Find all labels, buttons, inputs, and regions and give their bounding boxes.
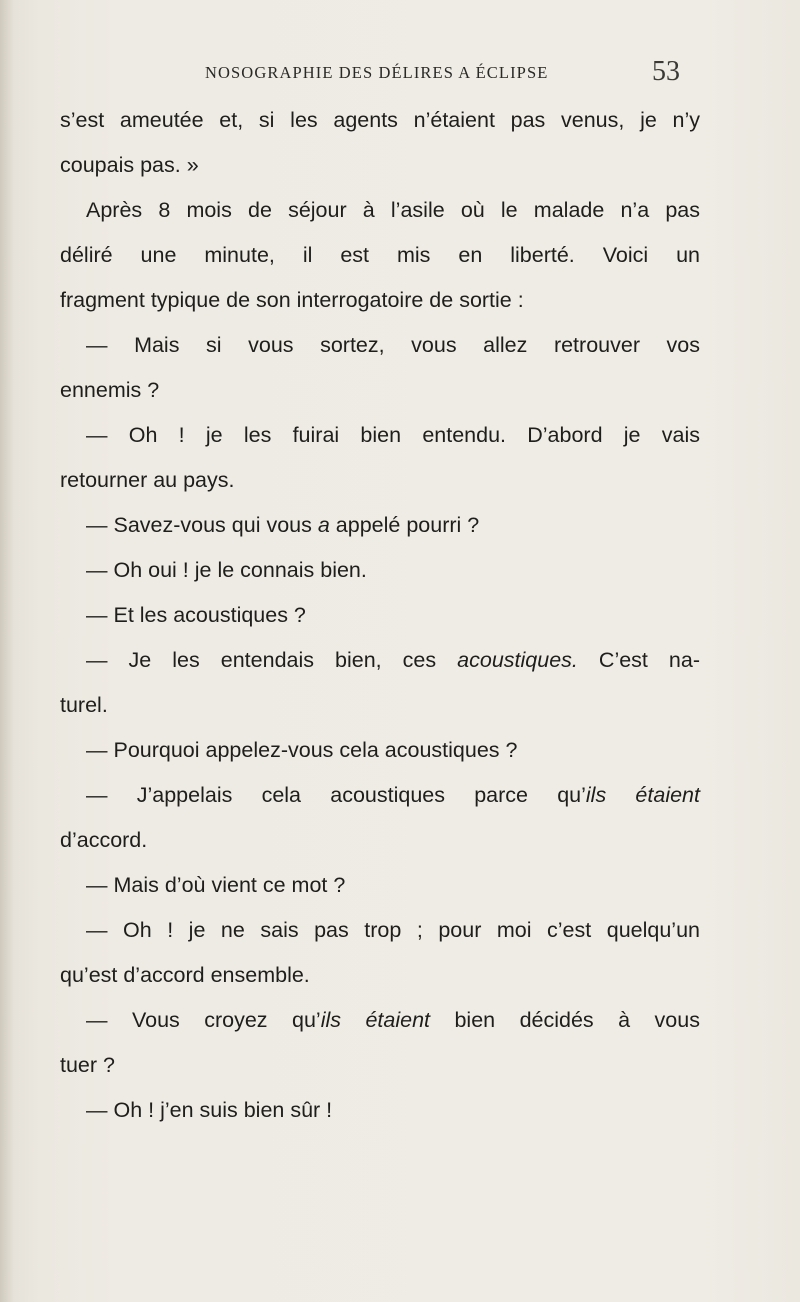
text-line bbox=[86, 780, 700, 810]
running-title: NOSOGRAPHIE DES DÉLIRES A ÉCLIPSE bbox=[205, 63, 549, 82]
text-line: — Oh oui ! je le connais bien. bbox=[86, 558, 367, 582]
text-line bbox=[86, 645, 700, 675]
italic-text: ils étaient bbox=[320, 1008, 431, 1032]
text-line: — Mais d’où vient ce mot ? bbox=[86, 873, 346, 897]
text-line bbox=[86, 1005, 700, 1035]
page-binding-shadow bbox=[0, 0, 14, 1302]
text-line: qu’est d’accord ensemble. bbox=[60, 963, 310, 987]
text-line: retourner au pays. bbox=[60, 468, 235, 492]
running-head bbox=[0, 56, 800, 90]
text-segment: bien décidés à vous bbox=[430, 1008, 700, 1032]
text-line bbox=[86, 510, 479, 540]
text-line: déliré une minute, il est mis en liberté. Voici un bbox=[60, 243, 700, 267]
text-segment: — Je les entendais bien, ces bbox=[86, 648, 458, 672]
text-line: coupais pas. » bbox=[60, 153, 199, 177]
text-segment: — J’appelais cela acoustiques parce qu’ bbox=[86, 783, 586, 807]
text-segment: — Vous croyez qu’ bbox=[86, 1008, 321, 1032]
text-line: — Et les acoustiques ? bbox=[86, 603, 306, 627]
text-line: d’accord. bbox=[60, 828, 148, 852]
italic-text: a bbox=[317, 513, 330, 537]
text-line: tuer ? bbox=[60, 1053, 115, 1077]
text-line: turel. bbox=[60, 693, 108, 717]
text-line: — Pourquoi appelez-vous cela acoustiques ? bbox=[86, 738, 518, 762]
italic-text: ils étaient bbox=[585, 783, 700, 807]
text-line: s’est ameutée et, si les agents n’étaient pas venus, je n’y bbox=[60, 108, 700, 132]
text-segment: — Savez-vous qui vous bbox=[86, 513, 318, 537]
text-line: — Oh ! je les fuirai bien entendu. D’abord je vais bbox=[86, 423, 700, 447]
text-line: — Mais si vous sortez, vous allez retrouver vos bbox=[86, 333, 700, 357]
page-number: 53 bbox=[652, 56, 680, 87]
text-line: ennemis ? bbox=[60, 378, 160, 402]
text-line: — Oh ! j’en suis bien sûr ! bbox=[86, 1098, 333, 1122]
text-line: — Oh ! je ne sais pas trop ; pour moi c’est quelqu’un bbox=[86, 918, 700, 942]
text-line: fragment typique de son interrogatoire de sortie : bbox=[60, 288, 524, 312]
text-segment: appelé pourri ? bbox=[329, 513, 480, 537]
text-line: Après 8 mois de séjour à l’asile où le malade n’a pas bbox=[86, 198, 700, 222]
text-segment: C’est na- bbox=[577, 648, 700, 672]
italic-text: acoustiques. bbox=[457, 648, 578, 672]
